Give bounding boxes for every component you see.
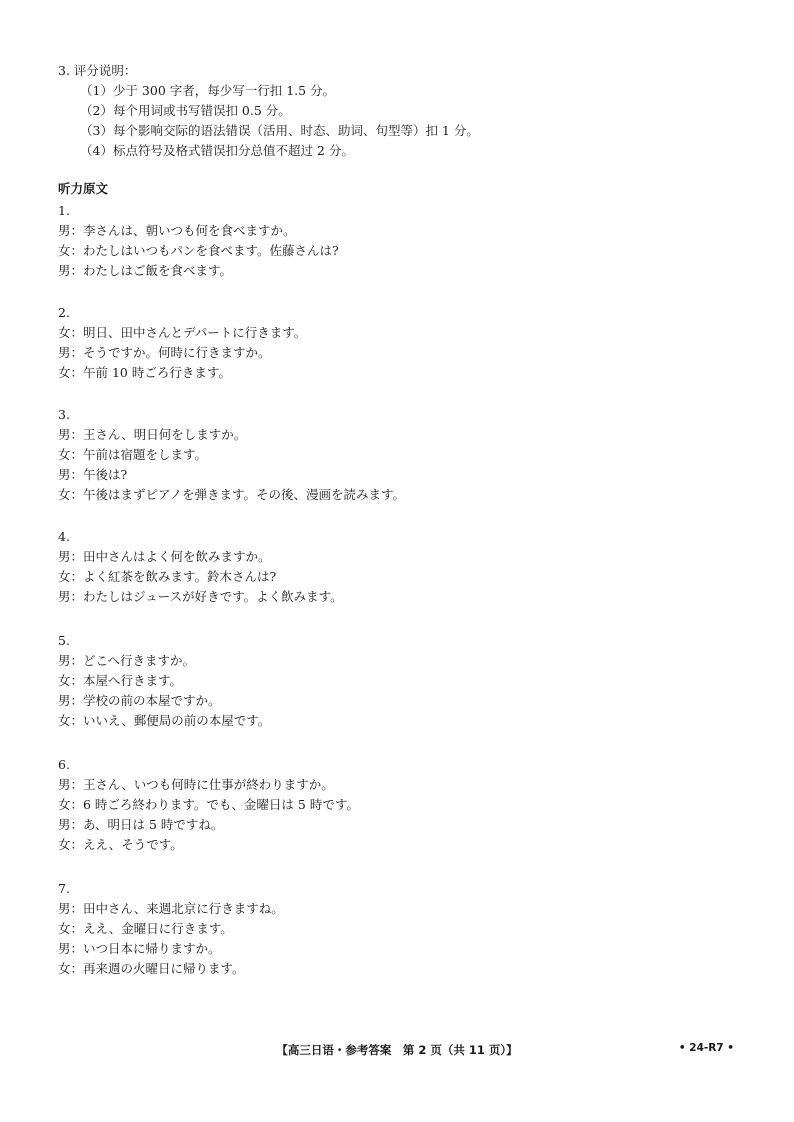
dialogue-line: 女：6 時ごろ終わります。でも、金曜日は 5 時です。 <box>58 797 359 812</box>
listening-heading: 听力原文 <box>58 181 109 196</box>
dialogue-number: 3. <box>58 407 70 422</box>
dialogue-line: 女：わたしはいつもパンを食べます。佐藤さんは? <box>58 243 339 258</box>
dialogue-line: 女：よく紅茶を飲みます。鈴木さんは? <box>58 569 277 584</box>
dialogue-line: 男：どこへ行きますか。 <box>58 653 196 668</box>
dialogue-line: 女：本屋へ行きます。 <box>58 673 183 688</box>
dialogue-line: 女：午前 10 時ごろ行きます。 <box>58 365 231 380</box>
dialogue-line: 男：わたしはご飯を食べます。 <box>58 263 233 278</box>
dialogue-number: 7. <box>58 881 70 896</box>
dialogue-line: 男：いつ日本に帰りますか。 <box>58 941 221 956</box>
dialogue-number: 5. <box>58 633 70 648</box>
dialogue-number: 1. <box>58 203 70 218</box>
dialogue-line: 男：王さん、いつも何時に仕事が終わりますか。 <box>58 777 334 792</box>
dialogue-number: 2. <box>58 305 70 320</box>
dialogue-line: 女：ええ、そうです。 <box>58 837 183 852</box>
footer-code: • 24-R7 • <box>678 1042 734 1054</box>
dialogue-line: 女：午前は宿題をします。 <box>58 447 208 462</box>
dialogue-number: 6. <box>58 757 70 772</box>
footer-page-info: 【高三日语・参考答案 第 2 页（共 11 页）】 <box>276 1043 518 1057</box>
dialogue-line: 男：そうですか。何時に行きますか。 <box>58 345 271 360</box>
dialogue-line: 女：いいえ、郵便局の前の本屋です。 <box>58 713 271 728</box>
scoring-item: （4）标点符号及格式错误扣分总值不超过 2 分。 <box>80 143 354 158</box>
dialogue-line: 男：午後は? <box>58 467 128 482</box>
scoring-title: 3. 评分说明： <box>58 63 137 78</box>
dialogue-line: 女：午後はまずピアノを弾きます。その後、漫画を読みます。 <box>58 487 406 502</box>
dialogue-line: 男：学校の前の本屋ですか。 <box>58 693 221 708</box>
dialogue-line: 女：再来週の火曜日に帰ります。 <box>58 961 245 976</box>
dialogue-line: 女：ええ、金曜日に行きます。 <box>58 921 233 936</box>
scoring-item: （2）每个用词或书写错误扣 0.5 分。 <box>80 103 291 118</box>
dialogue-line: 男：李さんは、朝いつも何を食べますか。 <box>58 223 296 238</box>
scoring-item: （3）每个影响交际的语法错误（活用、时态、助词、句型等）扣 1 分。 <box>80 123 479 138</box>
dialogue-line: 女：明日、田中さんとデパートに行きます。 <box>58 325 307 340</box>
dialogue-number: 4. <box>58 529 70 544</box>
dialogue-line: 男：田中さんはよく何を飲みますか。 <box>58 549 271 564</box>
dialogue-line: 男：わたしはジュースが好きです。よく飲みます。 <box>58 589 343 604</box>
dialogue-line: 男：あ、明日は 5 時ですね。 <box>58 817 224 832</box>
scoring-item: （1）少于 300 字者，每少写一行扣 1.5 分。 <box>80 83 336 98</box>
dialogue-line: 男：王さん、明日何をしますか。 <box>58 427 247 442</box>
dialogue-line: 男：田中さん、来週北京に行きますね。 <box>58 901 284 916</box>
